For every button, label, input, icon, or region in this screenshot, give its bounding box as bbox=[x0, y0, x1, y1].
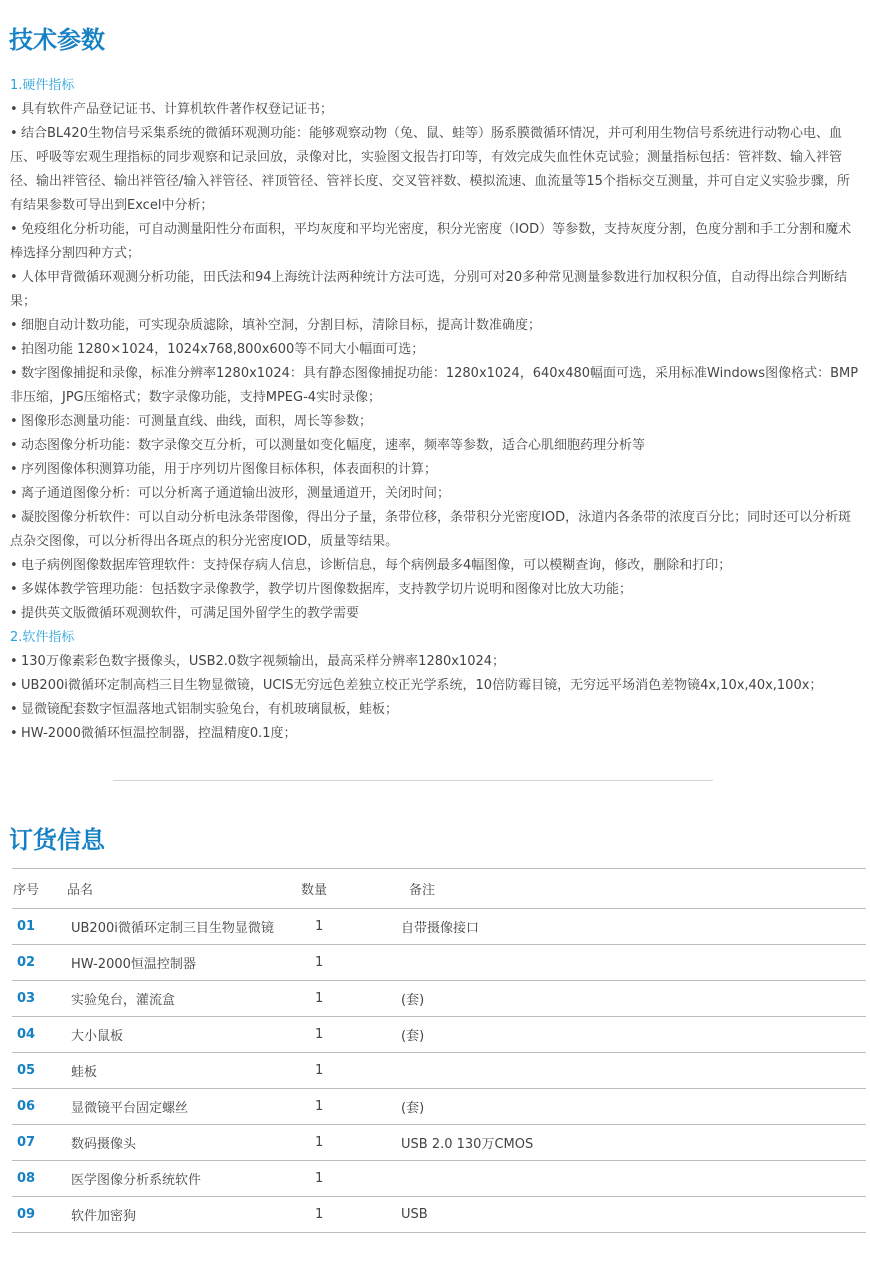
table-row bbox=[12, 981, 866, 1017]
remark bbox=[391, 1053, 866, 1089]
bullet-icon: • bbox=[10, 102, 18, 117]
specs-title: 技术参数 bbox=[9, 26, 105, 54]
product-name: 软件加密狗 bbox=[67, 1197, 301, 1233]
table-row bbox=[12, 1125, 866, 1161]
product-name: 显微镜平台固定螺丝 bbox=[67, 1089, 301, 1125]
list-item: • 图像形态测量功能：可测量直线、曲线，面积，周长等参数； bbox=[10, 410, 860, 434]
list-item: • 动态图像分析功能：数字录像交互分析，可以测量如变化幅度，速率，频率等参数，适合心肌细胞药理分析等 bbox=[10, 434, 860, 458]
table-row bbox=[12, 1197, 866, 1233]
column-header-no: 序号 bbox=[12, 869, 67, 909]
section-divider bbox=[113, 780, 713, 781]
list-item: • 显微镜配套数字恒温落地式铝制实验兔台，有机玻璃鼠板，蛙板； bbox=[10, 698, 860, 722]
remark: (套) bbox=[391, 1089, 866, 1125]
list-item: • 人体甲背微循环观测分析功能，田氏法和94上海统计法两种统计方法可选，分别可对20多种常见测量参数进行加权积分值，自动得出综合判断结果； bbox=[10, 266, 860, 314]
row-number: 01 bbox=[12, 909, 67, 945]
remark: 自带摄像接口 bbox=[391, 909, 866, 945]
quantity: 1 bbox=[301, 1089, 391, 1125]
bullet-icon: • bbox=[10, 222, 18, 237]
bullet-icon: • bbox=[10, 342, 18, 357]
quantity: 1 bbox=[301, 1053, 391, 1089]
table-row bbox=[12, 1017, 866, 1053]
quantity: 1 bbox=[301, 1017, 391, 1053]
bullet-icon: • bbox=[10, 582, 18, 597]
row-number: 07 bbox=[12, 1125, 67, 1161]
product-name: 医学图像分析系统软件 bbox=[67, 1161, 301, 1197]
quantity: 1 bbox=[301, 945, 391, 981]
remark: USB bbox=[391, 1197, 866, 1233]
product-name: 实验兔台，灌流盒 bbox=[67, 981, 301, 1017]
bullet-icon: • bbox=[10, 462, 18, 477]
list-item: • 凝胶图像分析软件：可以自动分析电泳条带图像，得出分子量，条带位移，条带积分光密度IOD，泳道内各条带的浓度百分比；同时还可以分析斑点杂交图像，可以分析得出各斑点的积分光密度IOD，质量等结果。 bbox=[10, 506, 860, 554]
product-name: HW-2000恒温控制器 bbox=[67, 945, 301, 981]
product-name: 蛙板 bbox=[67, 1053, 301, 1089]
bullet-icon: • bbox=[10, 510, 18, 525]
column-header-note: 备注 bbox=[391, 869, 866, 909]
bullet-icon: • bbox=[10, 438, 18, 453]
row-number: 09 bbox=[12, 1197, 67, 1233]
remark: (套) bbox=[391, 981, 866, 1017]
bullet-icon: • bbox=[10, 414, 18, 429]
remark bbox=[391, 1161, 866, 1197]
section-heading-software: 2.软件指标 bbox=[10, 630, 75, 645]
row-number: 04 bbox=[12, 1017, 67, 1053]
row-number: 02 bbox=[12, 945, 67, 981]
order-title: 订货信息 bbox=[9, 826, 105, 854]
table-row bbox=[12, 945, 866, 981]
list-item: • 130万像素彩色数字摄像头，USB2.0数字视频输出，最高采样分辨率1280x1024； bbox=[10, 650, 860, 674]
product-name: UB200i微循环定制三目生物显微镜 bbox=[67, 909, 301, 945]
list-item: • 离子通道图像分析：可以分析离子通道输出波形，测量通道开，关闭时间； bbox=[10, 482, 860, 506]
bullet-icon: • bbox=[10, 318, 18, 333]
column-header-qty: 数量 bbox=[301, 869, 391, 909]
table-row bbox=[12, 1089, 866, 1125]
bullet-icon: • bbox=[10, 702, 18, 717]
row-number: 06 bbox=[12, 1089, 67, 1125]
list-item: • 数字图像捕捉和录像，标准分辨率1280x1024：具有静态图像捕捉功能：1280x1024，640x480幅面可选，采用标准Windows图像格式：BMP非压缩，JPG压缩格式；数字录像功能，支持MPEG-4实时录像； bbox=[10, 362, 860, 410]
quantity: 1 bbox=[301, 1197, 391, 1233]
remark bbox=[391, 945, 866, 981]
table-row bbox=[12, 909, 866, 945]
remark: (套) bbox=[391, 1017, 866, 1053]
list-item: • 提供英文版微循环观测软件，可满足国外留学生的教学需要 bbox=[10, 602, 860, 626]
row-number: 03 bbox=[12, 981, 67, 1017]
quantity: 1 bbox=[301, 1125, 391, 1161]
table-row bbox=[12, 1053, 866, 1089]
product-name: 数码摄像头 bbox=[67, 1125, 301, 1161]
bullet-icon: • bbox=[10, 126, 18, 141]
order-table bbox=[12, 868, 866, 1233]
bullet-icon: • bbox=[10, 270, 18, 285]
row-number: 08 bbox=[12, 1161, 67, 1197]
quantity: 1 bbox=[301, 909, 391, 945]
product-name: 大小鼠板 bbox=[67, 1017, 301, 1053]
bullet-icon: • bbox=[10, 486, 18, 501]
table-header-row bbox=[12, 869, 866, 909]
column-header-name: 品名 bbox=[67, 869, 301, 909]
list-item: • 序列图像体积测算功能，用于序列切片图像目标体积，体表面积的计算； bbox=[10, 458, 860, 482]
quantity: 1 bbox=[301, 1161, 391, 1197]
quantity: 1 bbox=[301, 981, 391, 1017]
row-number: 05 bbox=[12, 1053, 67, 1089]
list-item: • 结合BL420生物信号采集系统的微循环观测功能：能够观察动物（兔、鼠、蛙等）肠系膜微循环情况，并可利用生物信号系统进行动物心电、血压、呼吸等宏观生理指标的同步观察和记录回放，录像对比，实验图文报告打印等，有效完成失血性休克试验；测量指标包括：管袢数、输入袢管径、输出袢管径、输出袢管径/输入袢管径、袢顶管径、管袢长度、交叉管袢数、模拟流速、血流量等15个指标交互测量，并可自定义实验步骤，所有结果参数可导出到Excel中分析； bbox=[10, 122, 860, 218]
list-item: • 具有软件产品登记证书、计算机软件著作权登记证书； bbox=[10, 98, 860, 122]
list-item: • 多媒体教学管理功能：包括数字录像教学，教学切片图像数据库，支持教学切片说明和图像对比放大功能； bbox=[10, 578, 860, 602]
bullet-icon: • bbox=[10, 654, 18, 669]
list-item: • 免疫组化分析功能，可自动测量阳性分布面积，平均灰度和平均光密度，积分光密度（IOD）等参数，支持灰度分割，色度分割和手工分割和魔术棒选择分割四种方式； bbox=[10, 218, 860, 266]
bullet-icon: • bbox=[10, 606, 18, 621]
specs-body bbox=[10, 74, 860, 746]
bullet-icon: • bbox=[10, 726, 18, 741]
table-row bbox=[12, 1161, 866, 1197]
remark: USB 2.0 130万CMOS bbox=[391, 1125, 866, 1161]
section-heading-hardware: 1.硬件指标 bbox=[10, 78, 75, 93]
bullet-icon: • bbox=[10, 558, 18, 573]
bullet-icon: • bbox=[10, 366, 18, 381]
list-item: • 拍图功能 1280×1024，1024x768,800x600等不同大小幅面可选； bbox=[10, 338, 860, 362]
list-item: • 细胞自动计数功能，可实现杂质滤除，填补空洞，分割目标，清除目标，提高计数准确度； bbox=[10, 314, 860, 338]
list-item: • HW-2000微循环恒温控制器，控温精度0.1度； bbox=[10, 722, 860, 746]
list-item: • 电子病例图像数据库管理软件：支持保存病人信息，诊断信息，每个病例最多4幅图像，可以模糊查询，修改，删除和打印； bbox=[10, 554, 860, 578]
list-item: • UB200i微循环定制高档三目生物显微镜，UCIS无穷远色差独立校正光学系统，10倍防霉目镜，无穷远平场消色差物镜4x,10x,40x,100x； bbox=[10, 674, 860, 698]
bullet-icon: • bbox=[10, 678, 18, 693]
